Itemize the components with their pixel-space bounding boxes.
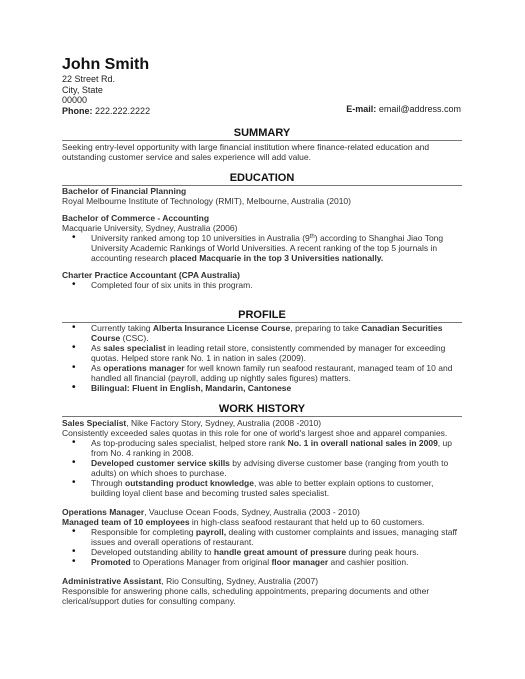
degree-2-title: Bachelor of Commerce - Accounting: [62, 213, 210, 223]
job-3-heading: Administrative Assistant, Rio Consulting, Sydney, Australia (2007): [62, 576, 319, 586]
degree-2-school: Macquarie University, Sydney, Australia (2006): [62, 223, 238, 233]
address-line-2: City, State: [62, 84, 103, 95]
degree-1-school: Royal Melbourne Institute of Technology (RMIT), Melbourne, Australia (2010): [62, 196, 351, 206]
list-item: • Developed outstanding ability to handle great amount of pressure during peak hours.: [62, 547, 462, 557]
list-item: • Developed customer service skills by advising diverse customer base (ranging from youth to adults) on which shoes to purchase.: [62, 458, 462, 478]
profile-section: [62, 323, 462, 393]
summary-text: [62, 142, 462, 162]
profile-bullets: [62, 323, 462, 393]
list-item: • Promoted to Operations Manager from original floor manager and cashier position.: [62, 557, 462, 567]
list-item: • Through outstanding product knowledge, was able to better explain options to customer, building loyal client base and becoming trusted sales specialist.: [62, 478, 462, 498]
address-line-1: 22 Street Rd.: [62, 74, 116, 84]
list-item: • As sales specialist in leading retail store, consistently commended by manager for exceeding quotas. Helped store rank No. 1 in nation in sales (2009).: [62, 343, 462, 363]
education-heading: EDUCATION: [229, 172, 295, 184]
phone-value: 222.222.2222: [95, 105, 151, 116]
list-item: • Bilingual: Fluent in English, Mandarin, Cantonese: [62, 383, 462, 393]
job-2-heading: Operations Manager, Vaucluse Ocean Foods, Sydney, Australia (2003 - 2010): [62, 507, 360, 517]
list-item: • Responsible for completing payroll, dealing with customer complaints and issues, managing staff issues and overall operations of restaurant.: [62, 527, 462, 547]
candidate-name: John Smith: [62, 56, 150, 73]
summary-line-1: Seeking entry-level opportunity with large financial institution where finance-related education and: [62, 142, 430, 152]
degree-2-bullets: [62, 233, 462, 263]
job-2-bullets: [62, 527, 462, 567]
list-item: • University ranked among top 10 universities in Australia (9th) according to Shanghai Jiao Tong University Academic Rankings of World Universities. A recent ranking of the top 5 journals in accounting research placed Macquarie in the top 3 Universities nationally.: [62, 233, 462, 263]
work-history-divider: [62, 416, 462, 417]
job-3-line-2: clerical/support duties for consulting company.: [62, 596, 236, 606]
phone-label: Phone:: [62, 105, 93, 116]
job-1-heading: Sales Specialist, Nike Factory Story, Sydney, Australia (2008 -2010): [62, 418, 322, 428]
list-item: • Currently taking Alberta Insurance License Course, preparing to take Canadian Securities Course (CSC).: [62, 323, 462, 343]
email-value[interactable]: email@address.com: [378, 104, 461, 114]
work-history-heading: WORK HISTORY: [218, 403, 306, 415]
job-1-bullets: [62, 438, 462, 498]
summary-heading: SUMMARY: [233, 127, 291, 139]
zip-code: 00000: [62, 95, 88, 105]
work-history-section: [62, 418, 462, 606]
summary-line-2: outstanding customer service and sales experience will add value.: [62, 152, 311, 162]
job-3-line-1: Responsible for answering phone calls, scheduling appointments, preparing documents and other: [62, 586, 430, 596]
certification-title: Charter Practice Accountant (CPA Australia): [62, 270, 240, 280]
email-line: [346, 104, 461, 115]
contact-block: [62, 74, 150, 116]
degree-1-title: Bachelor of Financial Planning: [62, 186, 187, 196]
list-item: • As operations manager for well known family run seafood restaurant, managed team of 10 and handled all financial (payroll, adding up nightly sales figures) matters.: [62, 363, 462, 383]
list-item: • As top-producing sales specialist, helped store rank No. 1 in overall national sales in 2009, up from No. 4 ranking in 2008.: [62, 438, 462, 458]
job-2-description: Managed team of 10 employees in high-class seafood restaurant that held up to 60 customers.: [62, 517, 425, 527]
job-1-description: Consistently exceeded sales quotas in this role for one of world's largest shoe and apparel companies.: [62, 428, 448, 438]
certification-bullets: [62, 280, 462, 290]
summary-divider: [62, 140, 462, 141]
profile-heading: PROFILE: [238, 309, 286, 321]
education-section: [62, 186, 462, 290]
email-label: E-mail:: [346, 104, 377, 114]
list-item: • Completed four of six units in this program.: [62, 280, 462, 290]
phone-line: [62, 106, 150, 117]
